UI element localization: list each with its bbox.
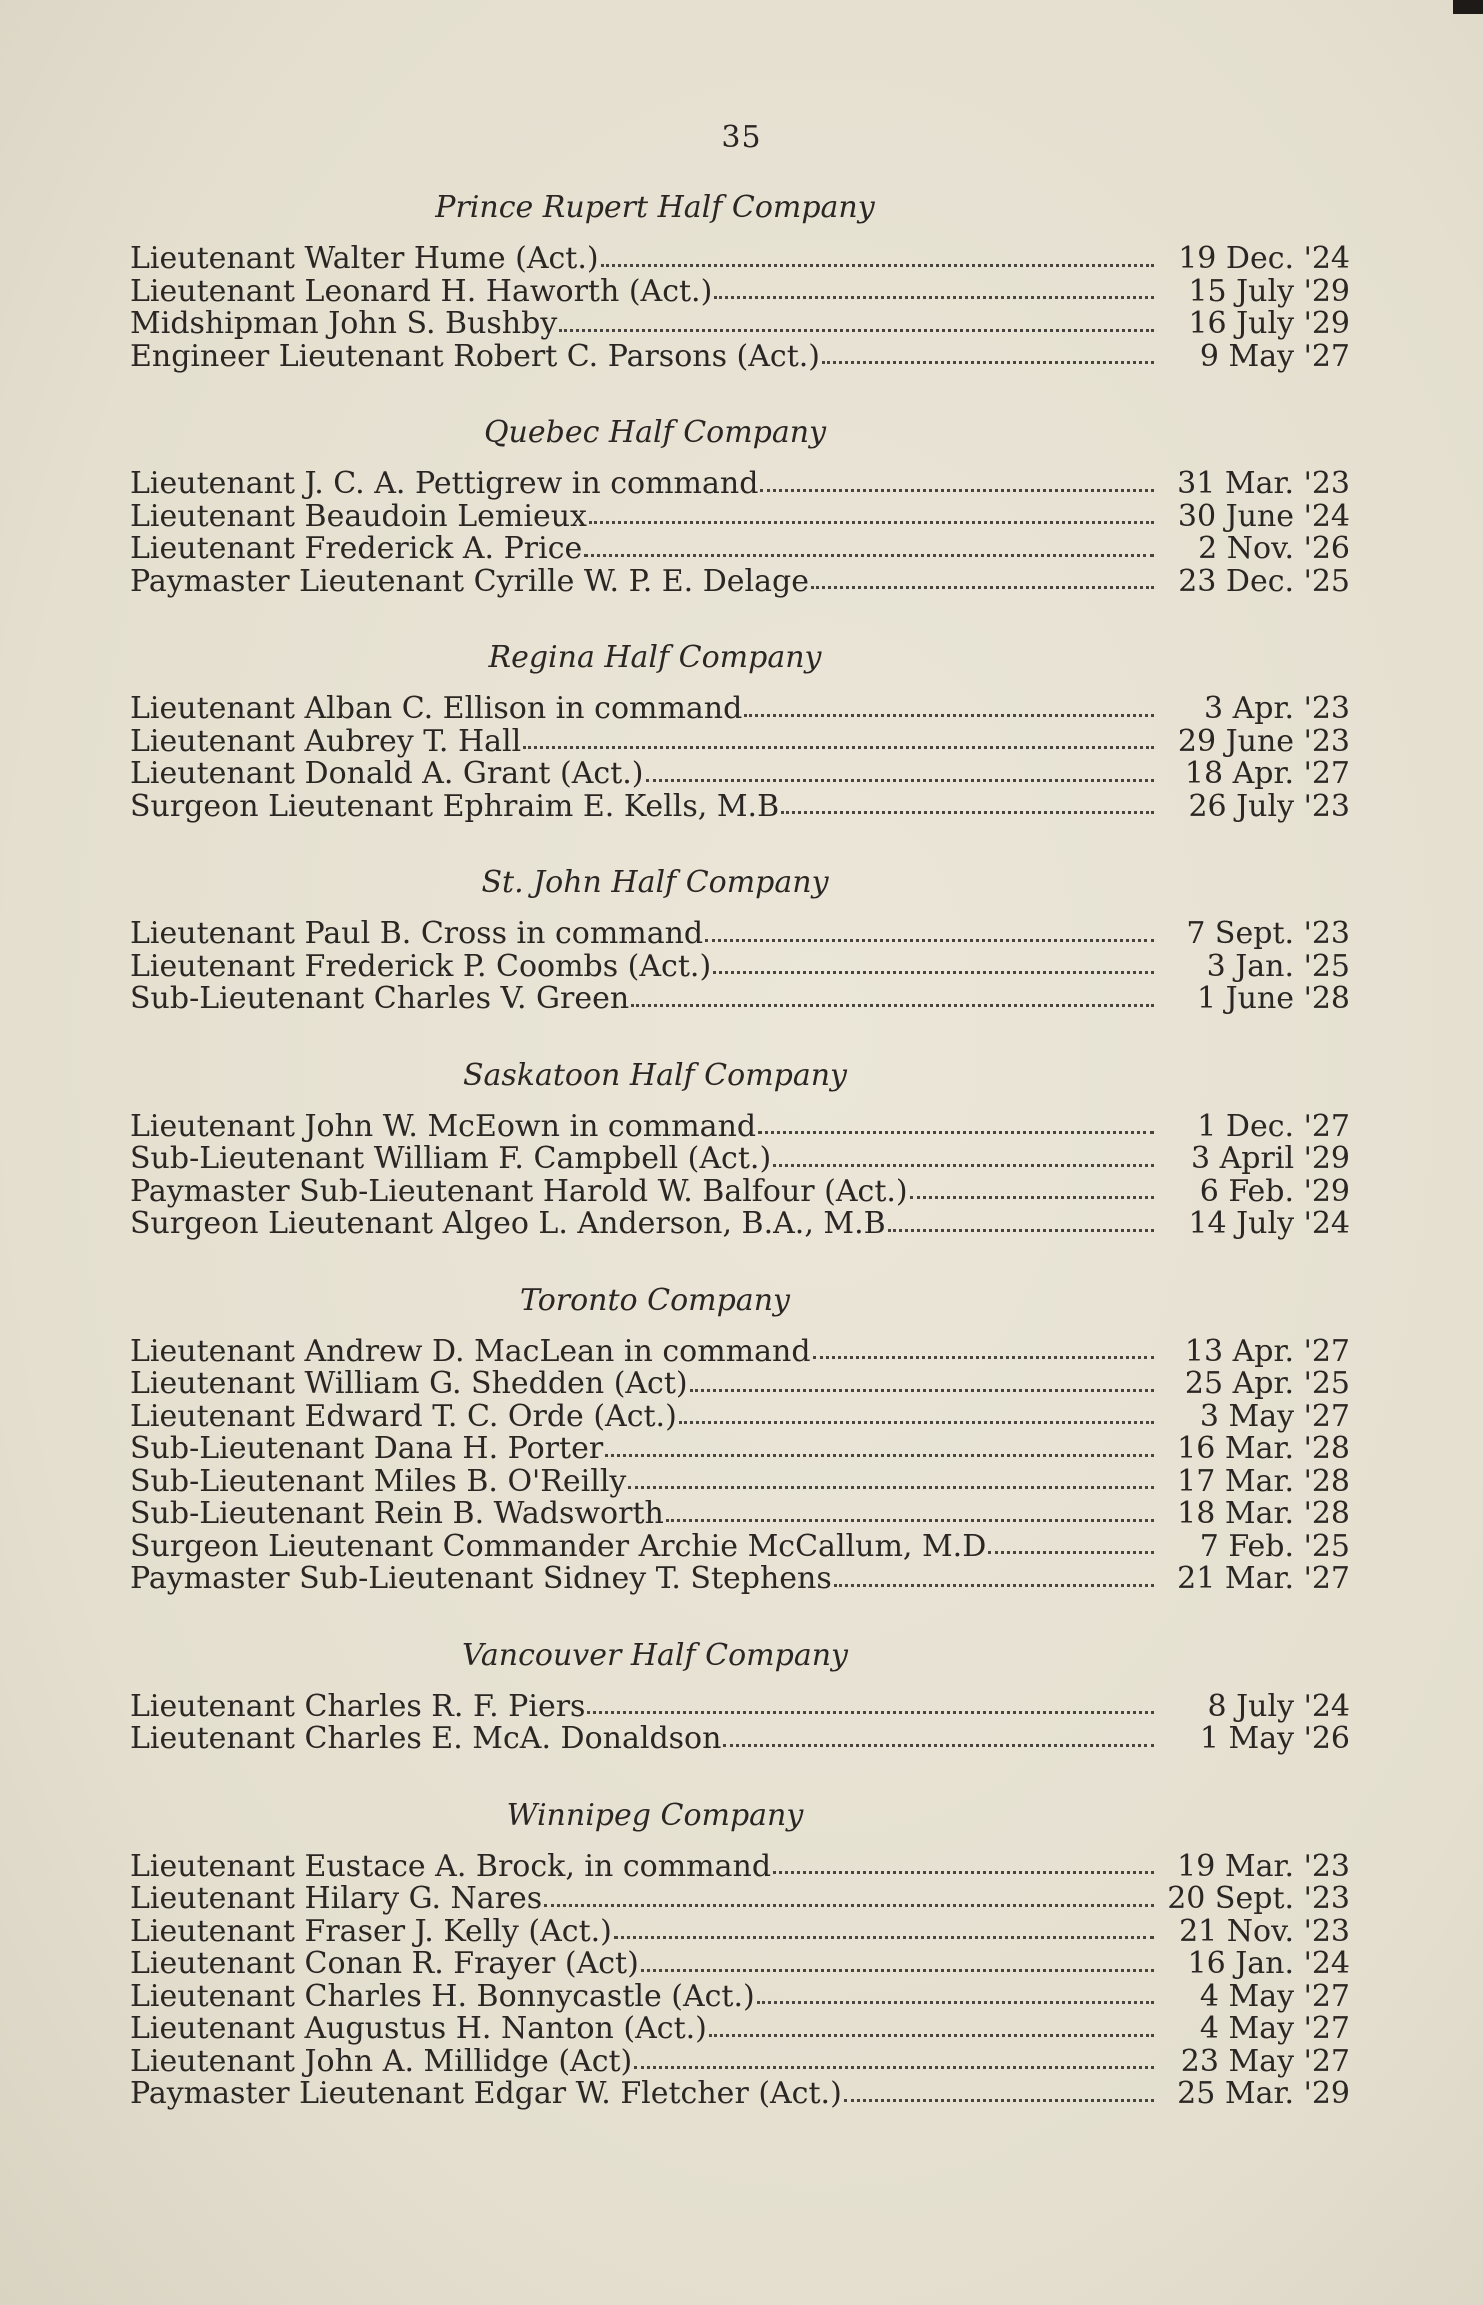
officer-entry xyxy=(130,1498,1350,1531)
dot-leader xyxy=(713,971,1154,974)
dot-leader xyxy=(760,489,1154,492)
officer-entry xyxy=(130,1563,1350,1596)
officer-name: Lieutenant Frederick P. Coombs (Act.) xyxy=(130,948,712,984)
officer-name: Lieutenant Fraser J. Kelly (Act.) xyxy=(130,1913,612,1949)
officer-name: Lieutenant Beaudoin Lemieux xyxy=(130,498,587,534)
appointment-date: 8 July '24 xyxy=(1207,1688,1350,1724)
dot-leader xyxy=(605,1454,1154,1457)
officer-name: Lieutenant Alban C. Ellison in command xyxy=(130,691,743,726)
dot-leader xyxy=(758,1131,1154,1134)
dot-leader xyxy=(744,714,1154,717)
officer-entry xyxy=(130,948,1350,984)
appointment-date: 9 May '27 xyxy=(1199,338,1350,374)
appointment-date: 21 Mar. '27 xyxy=(1177,1561,1350,1596)
officer-entry xyxy=(130,1173,1350,1209)
officer-name: Lieutenant Augustus H. Nanton (Act.) xyxy=(130,2011,707,2046)
appointment-date: 7 Feb. '25 xyxy=(1199,1528,1350,1564)
appointment-date: 1 Dec. '27 xyxy=(1197,1108,1350,1144)
dot-leader xyxy=(634,2066,1154,2069)
dot-leader xyxy=(589,521,1154,524)
officer-name: Lieutenant Conan R. Frayer (Act) xyxy=(130,1946,639,1981)
officer-name: Paymaster Sub-Lieutenant Sidney T. Stephens xyxy=(130,1561,832,1596)
appointment-date: 2 Nov. '26 xyxy=(1198,531,1350,566)
dot-leader xyxy=(587,1711,1154,1714)
appointment-date: 6 Feb. '29 xyxy=(1199,1173,1350,1209)
appointment-date: 17 Mar. '28 xyxy=(1177,1463,1350,1499)
officer-entry xyxy=(130,308,1350,341)
company-section xyxy=(130,640,1350,823)
company-section xyxy=(130,865,1350,1016)
officer-name: Paymaster Lieutenant Edgar W. Fletcher (Act.) xyxy=(130,2076,842,2111)
officer-name: Lieutenant John W. McEown in command xyxy=(130,1108,757,1144)
officer-entry xyxy=(130,1948,1350,1981)
appointment-date: 16 Jan. '24 xyxy=(1187,1946,1350,1981)
officer-entry xyxy=(130,1688,1350,1724)
appointment-date: 4 May '27 xyxy=(1199,1978,1350,2014)
officer-entry xyxy=(130,723,1350,759)
officer-name: Sub-Lieutenant Dana H. Porter xyxy=(130,1431,604,1466)
appointment-date: 3 Apr. '23 xyxy=(1203,691,1350,726)
officer-name: Lieutenant Leonard H. Haworth (Act.) xyxy=(130,273,713,309)
officer-name: Midshipman John S. Bushby xyxy=(130,306,558,341)
officer-name: Lieutenant John A. Millidge (Act) xyxy=(130,2043,633,2079)
company-title: Regina Half Company xyxy=(488,640,822,675)
officer-entry xyxy=(130,1398,1350,1434)
dot-leader xyxy=(709,2034,1154,2037)
officer-entry xyxy=(130,2013,1350,2046)
officer-entry xyxy=(130,918,1350,951)
appointment-date: 23 May '27 xyxy=(1180,2043,1350,2079)
officer-name: Paymaster Sub-Lieutenant Harold W. Balfour (Act.) xyxy=(130,1173,908,1209)
officer-name: Lieutenant Donald A. Grant (Act.) xyxy=(130,756,644,791)
appointment-date: 21 Nov. '23 xyxy=(1179,1913,1350,1949)
officer-entry xyxy=(130,243,1350,276)
appointment-date: 16 July '29 xyxy=(1188,306,1350,341)
officer-entry xyxy=(130,758,1350,791)
officer-name: Lieutenant J. C. A. Pettigrew in command xyxy=(130,466,759,501)
officer-entry xyxy=(130,1433,1350,1466)
appointment-date: 7 Sept. '23 xyxy=(1186,916,1350,951)
dot-leader xyxy=(641,1969,1154,1972)
dot-leader xyxy=(910,1196,1154,1199)
appointment-date: 1 May '26 xyxy=(1199,1721,1350,1756)
dot-leader xyxy=(705,939,1154,942)
dot-leader xyxy=(757,2001,1154,2004)
dot-leader xyxy=(646,779,1155,782)
officer-entry xyxy=(130,1368,1350,1401)
officer-entry xyxy=(130,1208,1350,1241)
officer-name: Sub-Lieutenant Rein B. Wadsworth xyxy=(130,1496,664,1531)
appointment-date: 18 Apr. '27 xyxy=(1184,756,1350,791)
dot-leader xyxy=(773,1164,1154,1167)
officer-name: Surgeon Lieutenant Algeo L. Anderson, B.A., M.B xyxy=(130,1206,886,1241)
officer-entry xyxy=(130,1723,1350,1756)
dot-leader xyxy=(601,264,1154,267)
officer-name: Lieutenant Hilary G. Nares xyxy=(130,1881,543,1916)
officer-name: Lieutenant Charles H. Bonnycastle (Act.) xyxy=(130,1978,755,2014)
dot-leader xyxy=(544,1904,1154,1907)
officer-entry xyxy=(130,1463,1350,1499)
dot-leader xyxy=(559,329,1154,332)
appointment-date: 3 April '29 xyxy=(1191,1141,1350,1176)
officer-name: Lieutenant Andrew D. MacLean in command xyxy=(130,1333,811,1369)
officer-entry xyxy=(130,1883,1350,1916)
officer-list xyxy=(130,190,1350,2153)
dot-leader xyxy=(781,811,1154,814)
officer-entry xyxy=(130,273,1350,309)
dot-leader xyxy=(631,1004,1154,1007)
company-section xyxy=(130,190,1350,373)
appointment-date: 19 Mar. '23 xyxy=(1177,1848,1350,1884)
officer-entry xyxy=(130,1108,1350,1144)
officer-entry xyxy=(130,1848,1350,1884)
page-number: 35 xyxy=(721,120,762,155)
appointment-date: 19 Dec. '24 xyxy=(1178,241,1350,276)
company-title: St. John Half Company xyxy=(481,865,829,900)
officer-entry xyxy=(130,1528,1350,1564)
company-title: Quebec Half Company xyxy=(483,415,827,450)
officer-entry xyxy=(130,2078,1350,2111)
officer-name: Paymaster Lieutenant Cyrille W. P. E. Delage xyxy=(130,563,809,599)
officer-name: Lieutenant Aubrey T. Hall xyxy=(130,723,522,759)
dot-leader xyxy=(773,1871,1154,1874)
officer-name: Lieutenant Eustace A. Brock, in command xyxy=(130,1848,772,1884)
dot-leader xyxy=(834,1584,1154,1587)
appointment-date: 26 July '23 xyxy=(1188,788,1350,824)
dot-leader xyxy=(690,1389,1154,1392)
officer-entry xyxy=(130,1978,1350,2014)
officer-name: Lieutenant Walter Hume (Act.) xyxy=(130,241,599,276)
page-corner-shadow xyxy=(1453,0,1483,14)
officer-entry xyxy=(130,563,1350,599)
dot-leader xyxy=(813,1356,1154,1359)
appointment-date: 31 Mar. '23 xyxy=(1177,466,1350,501)
company-title: Winnipeg Company xyxy=(506,1797,804,1833)
appointment-date: 14 July '24 xyxy=(1188,1206,1350,1241)
company-title: Vancouver Half Company xyxy=(462,1637,848,1673)
appointment-date: 4 May '27 xyxy=(1199,2011,1350,2046)
dot-leader xyxy=(723,1744,1154,1747)
officer-name: Lieutenant Charles R. F. Piers xyxy=(130,1688,586,1724)
dot-leader xyxy=(714,296,1154,299)
officer-name: Sub-Lieutenant Charles V. Green xyxy=(130,981,630,1016)
officer-entry xyxy=(130,1333,1350,1369)
appointment-date: 25 Apr. '25 xyxy=(1184,1366,1350,1401)
officer-name: Sub-Lieutenant Miles B. O'Reilly xyxy=(130,1463,627,1499)
officer-entry xyxy=(130,1913,1350,1949)
dot-leader xyxy=(844,2099,1154,2102)
appointment-date: 16 Mar. '28 xyxy=(1177,1431,1350,1466)
dot-leader xyxy=(614,1936,1154,1939)
appointment-date: 3 May '27 xyxy=(1199,1398,1350,1434)
dot-leader xyxy=(628,1486,1154,1489)
officer-entry xyxy=(130,2043,1350,2079)
officer-name: Lieutenant Charles E. McA. Donaldson xyxy=(130,1721,722,1756)
appointment-date: 18 Mar. '28 xyxy=(1177,1496,1350,1531)
officer-name: Lieutenant Edward T. C. Orde (Act.) xyxy=(130,1398,677,1434)
officer-entry xyxy=(130,498,1350,534)
appointment-date: 30 June '24 xyxy=(1177,498,1350,534)
officer-entry xyxy=(130,983,1350,1016)
company-section xyxy=(130,415,1350,598)
officer-name: Lieutenant Paul B. Cross in command xyxy=(130,916,704,951)
appointment-date: 23 Dec. '25 xyxy=(1178,563,1350,599)
company-section xyxy=(130,1638,1350,1756)
appointment-date: 15 July '29 xyxy=(1188,273,1350,309)
dot-leader xyxy=(679,1421,1154,1424)
dot-leader xyxy=(811,586,1154,589)
dot-leader xyxy=(988,1551,1154,1554)
dot-leader xyxy=(888,1229,1154,1232)
company-section xyxy=(130,1798,1350,2111)
officer-name: Lieutenant Frederick A. Price xyxy=(130,531,583,566)
appointment-date: 13 Apr. '27 xyxy=(1184,1333,1350,1369)
officer-name: Lieutenant William G. Shedden (Act) xyxy=(130,1366,688,1401)
appointment-date: 25 Mar. '29 xyxy=(1177,2076,1350,2111)
appointment-date: 20 Sept. '23 xyxy=(1167,1881,1350,1916)
dot-leader xyxy=(584,554,1154,557)
officer-name: Engineer Lieutenant Robert C. Parsons (Act.) xyxy=(130,338,820,374)
officer-name: Surgeon Lieutenant Commander Archie McCallum, M.D xyxy=(130,1528,987,1564)
dot-leader xyxy=(822,361,1154,364)
dot-leader xyxy=(523,746,1154,749)
company-title: Saskatoon Half Company xyxy=(462,1057,848,1093)
company-title: Toronto Company xyxy=(520,1282,790,1318)
officer-entry xyxy=(130,788,1350,824)
officer-entry xyxy=(130,533,1350,566)
officer-name: Surgeon Lieutenant Ephraim E. Kells, M.B xyxy=(130,788,780,824)
officer-entry xyxy=(130,338,1350,374)
appointment-date: 29 June '23 xyxy=(1177,723,1350,759)
appointment-date: 3 Jan. '25 xyxy=(1206,948,1350,984)
company-section xyxy=(130,1283,1350,1596)
officer-entry xyxy=(130,693,1350,726)
officer-name: Sub-Lieutenant William F. Campbell (Act.) xyxy=(130,1141,772,1176)
officer-entry xyxy=(130,468,1350,501)
appointment-date: 1 June '28 xyxy=(1196,981,1350,1016)
dot-leader xyxy=(666,1519,1154,1522)
company-section xyxy=(130,1058,1350,1241)
officer-entry xyxy=(130,1143,1350,1176)
company-title: Prince Rupert Half Company xyxy=(435,190,875,225)
